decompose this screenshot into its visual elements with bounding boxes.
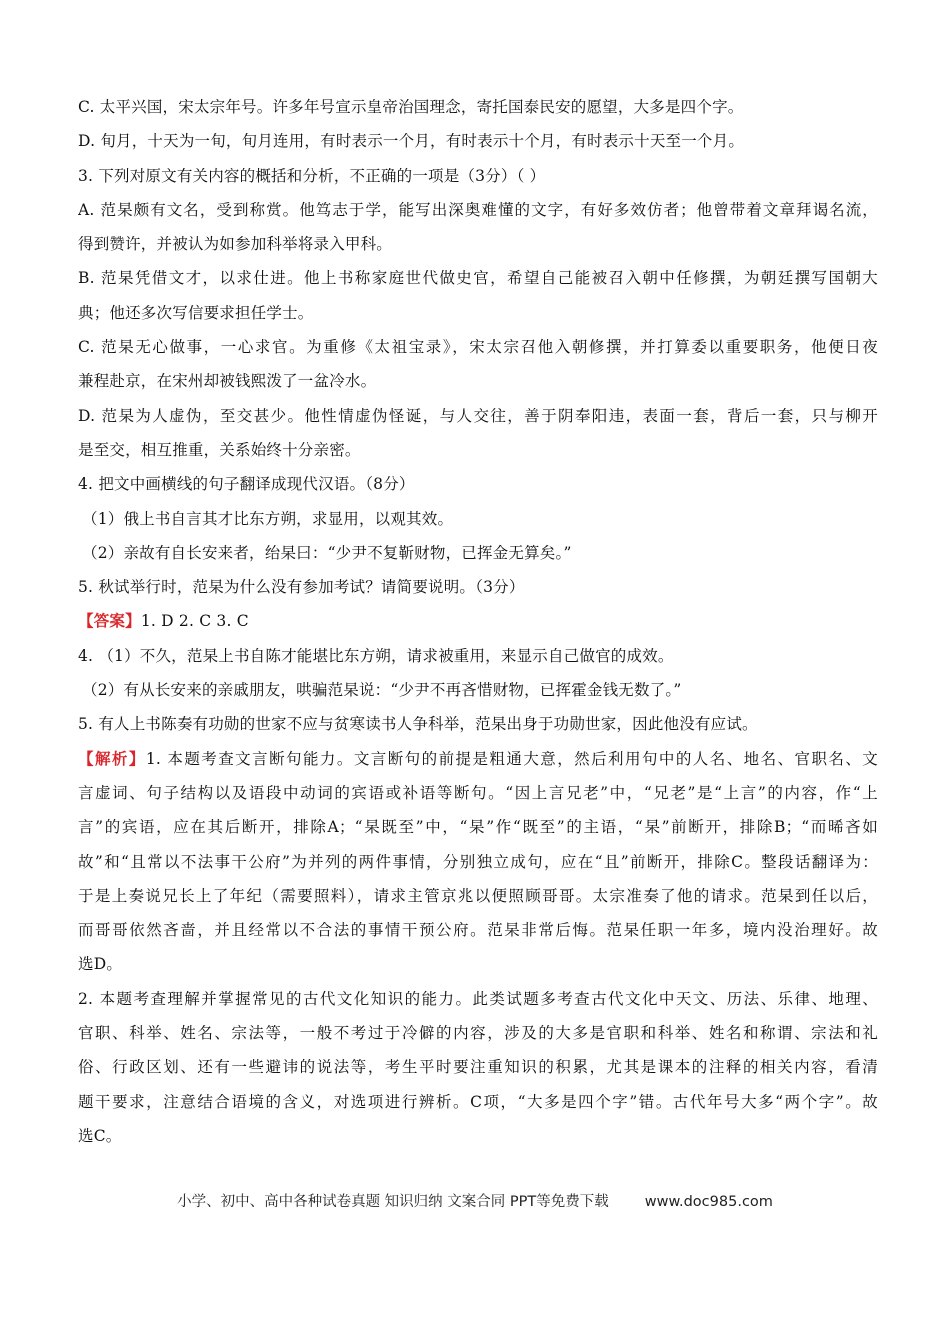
analysis-text-1: 1. 本题考查文言断句能力。文言断句的前提是粗通大意，然后利用句中的人名、地名、官职名、文 [145, 749, 878, 768]
question-4: 4. 把文中画横线的句子翻译成现代汉语。（8分） [78, 475, 415, 494]
answer-5: 5. 有人上书陈奏有功勋的世家不应与贫寒读书人争科举，范杲出身于功勋世家，因此他没有应试。 [78, 715, 758, 734]
q3-option-c-cont: 兼程赴京，在宋州却被钱熙泼了一盆冷水。 [78, 372, 377, 391]
option-c-line: C. 太平兴国，宋太宗年号。许多年号宣示皇帝治国理念，寄托国泰民安的愿望，大多是四个字。 [78, 98, 744, 116]
analysis-line-12: 选C。 [78, 1126, 122, 1145]
answer-tag: 【答案】 [78, 611, 141, 631]
analysis-line-1 [78, 742, 878, 776]
q3-option-d-cont: 是至交，相互推重，关系始终十分亲密。 [78, 440, 361, 459]
q3-option-d: D. 范杲为人虚伪，至交甚少。他性情虚伪怪诞，与人交往，善于阴奉阳违，表面一套，背后一套，只与柳开 [78, 406, 878, 425]
answer-line [78, 604, 878, 638]
question-5: 5. 秋试举行时，范杲为什么没有参加考试？请简要说明。（3分） [78, 578, 525, 597]
analysis-tag: 【解析】 [78, 748, 146, 768]
analysis-line-3: 言”的宾语，应在其后断开，排除A；“杲既至”中，“杲”作“既至”的主语，“杲”前断开，排除B；“而晞吝如 [78, 818, 878, 837]
analysis-line-7: 选D。 [78, 955, 123, 974]
analysis-line-9: 官职、科举、姓名、宗法等，一般不考过于冷僻的内容，涉及的大多是官职和科举、姓名和称谓、宗法和礼 [78, 1024, 878, 1043]
answer-4-2: （2）有从长安来的亲戚朋友，哄骗范杲说：“少尹不再吝惜财物，已挥霍金钱无数了。” [82, 681, 682, 700]
q3-option-b: B. 范杲凭借文才，以求仕进。他上书称家庭世代做史官，希望自己能被召入朝中任修撰，为朝廷撰写国朝大 [78, 269, 878, 288]
q3-option-b-cont: 典；他还多次写信要求担任学士。 [78, 303, 314, 322]
analysis-line-2: 言虚词、句子结构以及语段中动词的宾语或补语等断句。“因上言兄老”中，“兄老”是“上言”的内容，作“上 [78, 783, 878, 802]
answer-4-1: 4. （1）不久，范杲上书自陈才能堪比东方朔，请求被重用，来显示自己做官的成效。 [78, 646, 674, 665]
question-4-sentence-1: （1）俄上书自言其才比东方朔，求显用，以观其效。 [82, 509, 454, 528]
q3-option-a: A. 范杲颇有文名，受到称赏。他笃志于学，能写出深奥难懂的文字，有好多效仿者；他曾带着文章拜谒名流， [78, 200, 878, 219]
analysis-line-6: 而哥哥依然吝啬，并且经常以不合法的事情干预公府。范杲非常后悔。范杲任职一年多，境内没治理好。故 [78, 921, 878, 940]
question-4-sentence-2: （2）亲故有自长安来者，绐杲曰：“少尹不复靳财物，已挥金无算矣。” [82, 543, 572, 562]
analysis-line-11: 题干要求，注意结合语境的含义，对选项进行辨析。C项，“大多是四个字”错。古代年号大多“两个字”。故 [78, 1092, 878, 1111]
document-body [78, 90, 878, 1153]
page-footer [0, 1190, 950, 1211]
question-3: 3. 下列对原文有关内容的概括和分析，不正确的一项是（3分）（ ） [78, 166, 546, 185]
footer-text: 小学、初中、高中各种试卷真题 知识归纳 文案合同 PPT等免费下载 [177, 1194, 609, 1210]
analysis-line-4: 故”和“且常以不法事干公府”为并列的两件事情，分别独立成句，应在“且”前断开，排除C。整段话翻译为： [78, 852, 878, 871]
footer-url[interactable]: www.doc985.com [644, 1194, 773, 1210]
analysis-line-10: 俗、行政区划、还有一些避讳的说法等，考生平时要注重知识的积累，尤其是课本的注释的相关内容，看清 [78, 1058, 878, 1077]
option-d-line: D. 旬月，十天为一旬，旬月连用，有时表示一个月，有时表示十个月，有时表示十天至一个月。 [78, 132, 745, 151]
analysis-line-8: 2. 本题考查理解并掌握常见的古代文化知识的能力。此类试题多考查古代文化中天文、历法、乐律、地理、 [78, 989, 878, 1008]
analysis-line-5: 于是上奏说兄长上了年纪（需要照料），请求主管京兆以便照顾哥哥。太宗准奏了他的请求。范杲到任以后， [78, 886, 878, 905]
answer-choices: 1. D 2. C 3. C [140, 612, 249, 631]
q3-option-a-cont: 得到赞许，并被认为如参加科举将录入甲科。 [78, 235, 393, 254]
q3-option-c: C. 范杲无心做事，一心求官。为重修《太祖宝录》，宋太宗召他入朝修撰，并打算委以重要职务，他便日夜 [78, 338, 878, 357]
